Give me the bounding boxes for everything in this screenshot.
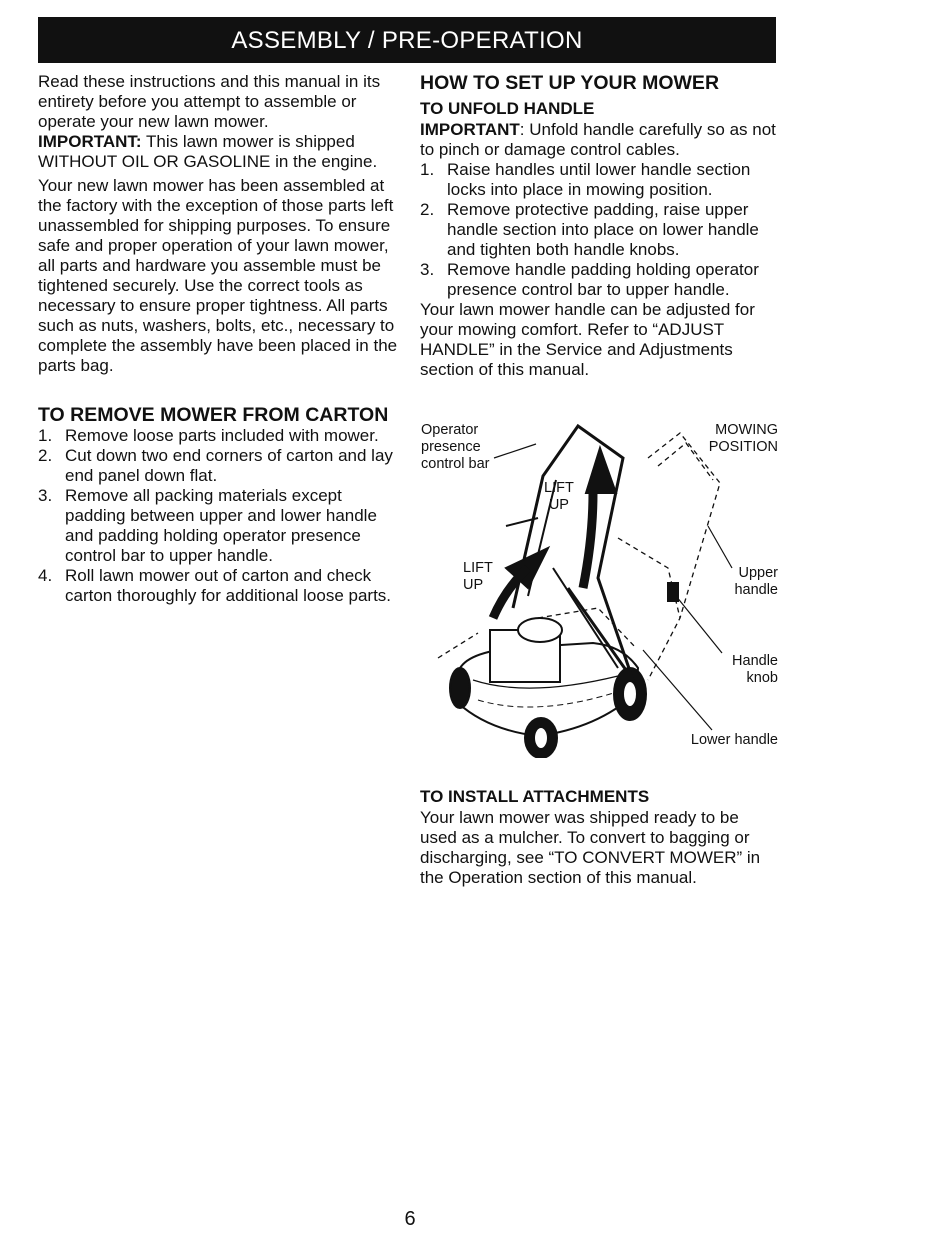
attachments-section [420, 786, 780, 888]
unfold-steps [420, 160, 780, 300]
setup-heading: HOW TO SET UP YOUR MOWER [420, 72, 720, 94]
assembly-paragraph: Your new lawn mower has been assembled at the factory with the exception of those parts left unassembled for shipping purposes. To ensure safe and proper operation of your lawn mower, all parts and hardware you assemble must be tightened securely. Use the correct tools as necessary to ensure proper tightness. All parts such as nuts, washers, bolts, etc., necessary to complete the assembly have been placed in the parts bag. [38, 176, 398, 375]
right-column [420, 72, 780, 380]
list-item: 4. Roll lawn mower out of carton and check carton thoroughly for additional loose parts. [38, 566, 392, 605]
handle-knob-label: Handle knob [732, 653, 778, 686]
list-item: 3. Remove all packing materials except padding between upper and lower handle and padding holding operator presence control bar to upper handle. [38, 486, 377, 565]
left-column [38, 72, 400, 606]
list-item: 3. Remove handle padding holding operator presence control bar to upper handle. [420, 260, 759, 299]
lower-handle-label: Lower handle [690, 732, 778, 748]
lift-up-label-bottom: LIFT UP [463, 560, 493, 593]
section-banner: ASSEMBLY / PRE-OPERATION [38, 17, 776, 63]
important-text: This lawn mower is shipped WITHOUT OIL OR GASOLINE in the engine. [38, 132, 378, 171]
important-label: IMPORTANT [420, 120, 520, 139]
attachments-heading: TO INSTALL ATTACHMENTS [420, 787, 650, 806]
unfold-heading: TO UNFOLD HANDLE [420, 99, 595, 118]
mower-illustration [418, 418, 782, 758]
unfold-important [420, 120, 780, 160]
remove-heading: TO REMOVE MOWER FROM CARTON [38, 404, 389, 426]
upper-handle-label: Upper handle [734, 565, 778, 598]
remove-steps [38, 426, 400, 606]
lift-up-label-top: LIFT UP [544, 480, 574, 513]
operator-label: Operator presence control bar [421, 422, 490, 472]
important-label: IMPORTANT: [38, 132, 142, 151]
intro-paragraph: Read these instructions and this manual in its entirety before you attempt to assemble or operate your new lawn mower. [38, 72, 381, 131]
list-item: 2. Cut down two end corners of carton and lay end panel down flat. [38, 446, 393, 485]
mowing-position-label: MOWING POSITION [708, 422, 778, 455]
list-item: 2. Remove protective padding, raise upper handle section into place on lower handle and tighten both handle knobs. [420, 200, 759, 259]
page-number: 6 [404, 1208, 416, 1230]
list-item: 1. Remove loose parts included with mower. [38, 426, 379, 445]
list-item: 1. Raise handles until lower handle section locks into place in mowing position. [420, 160, 751, 199]
adjust-paragraph: Your lawn mower handle can be adjusted for your mowing comfort. Refer to “ADJUST HANDLE” in the Service and Adjustments section of this manual. [420, 300, 755, 379]
attachments-paragraph: Your lawn mower was shipped ready to be used as a mulcher. To convert to bagging or discharging, see “TO CONVERT MOWER” in the Operation section of this manual. [420, 808, 761, 887]
important-text: : Unfold handle carefully so as not to pinch or damage control cables. [420, 120, 776, 159]
important-note [38, 132, 400, 172]
